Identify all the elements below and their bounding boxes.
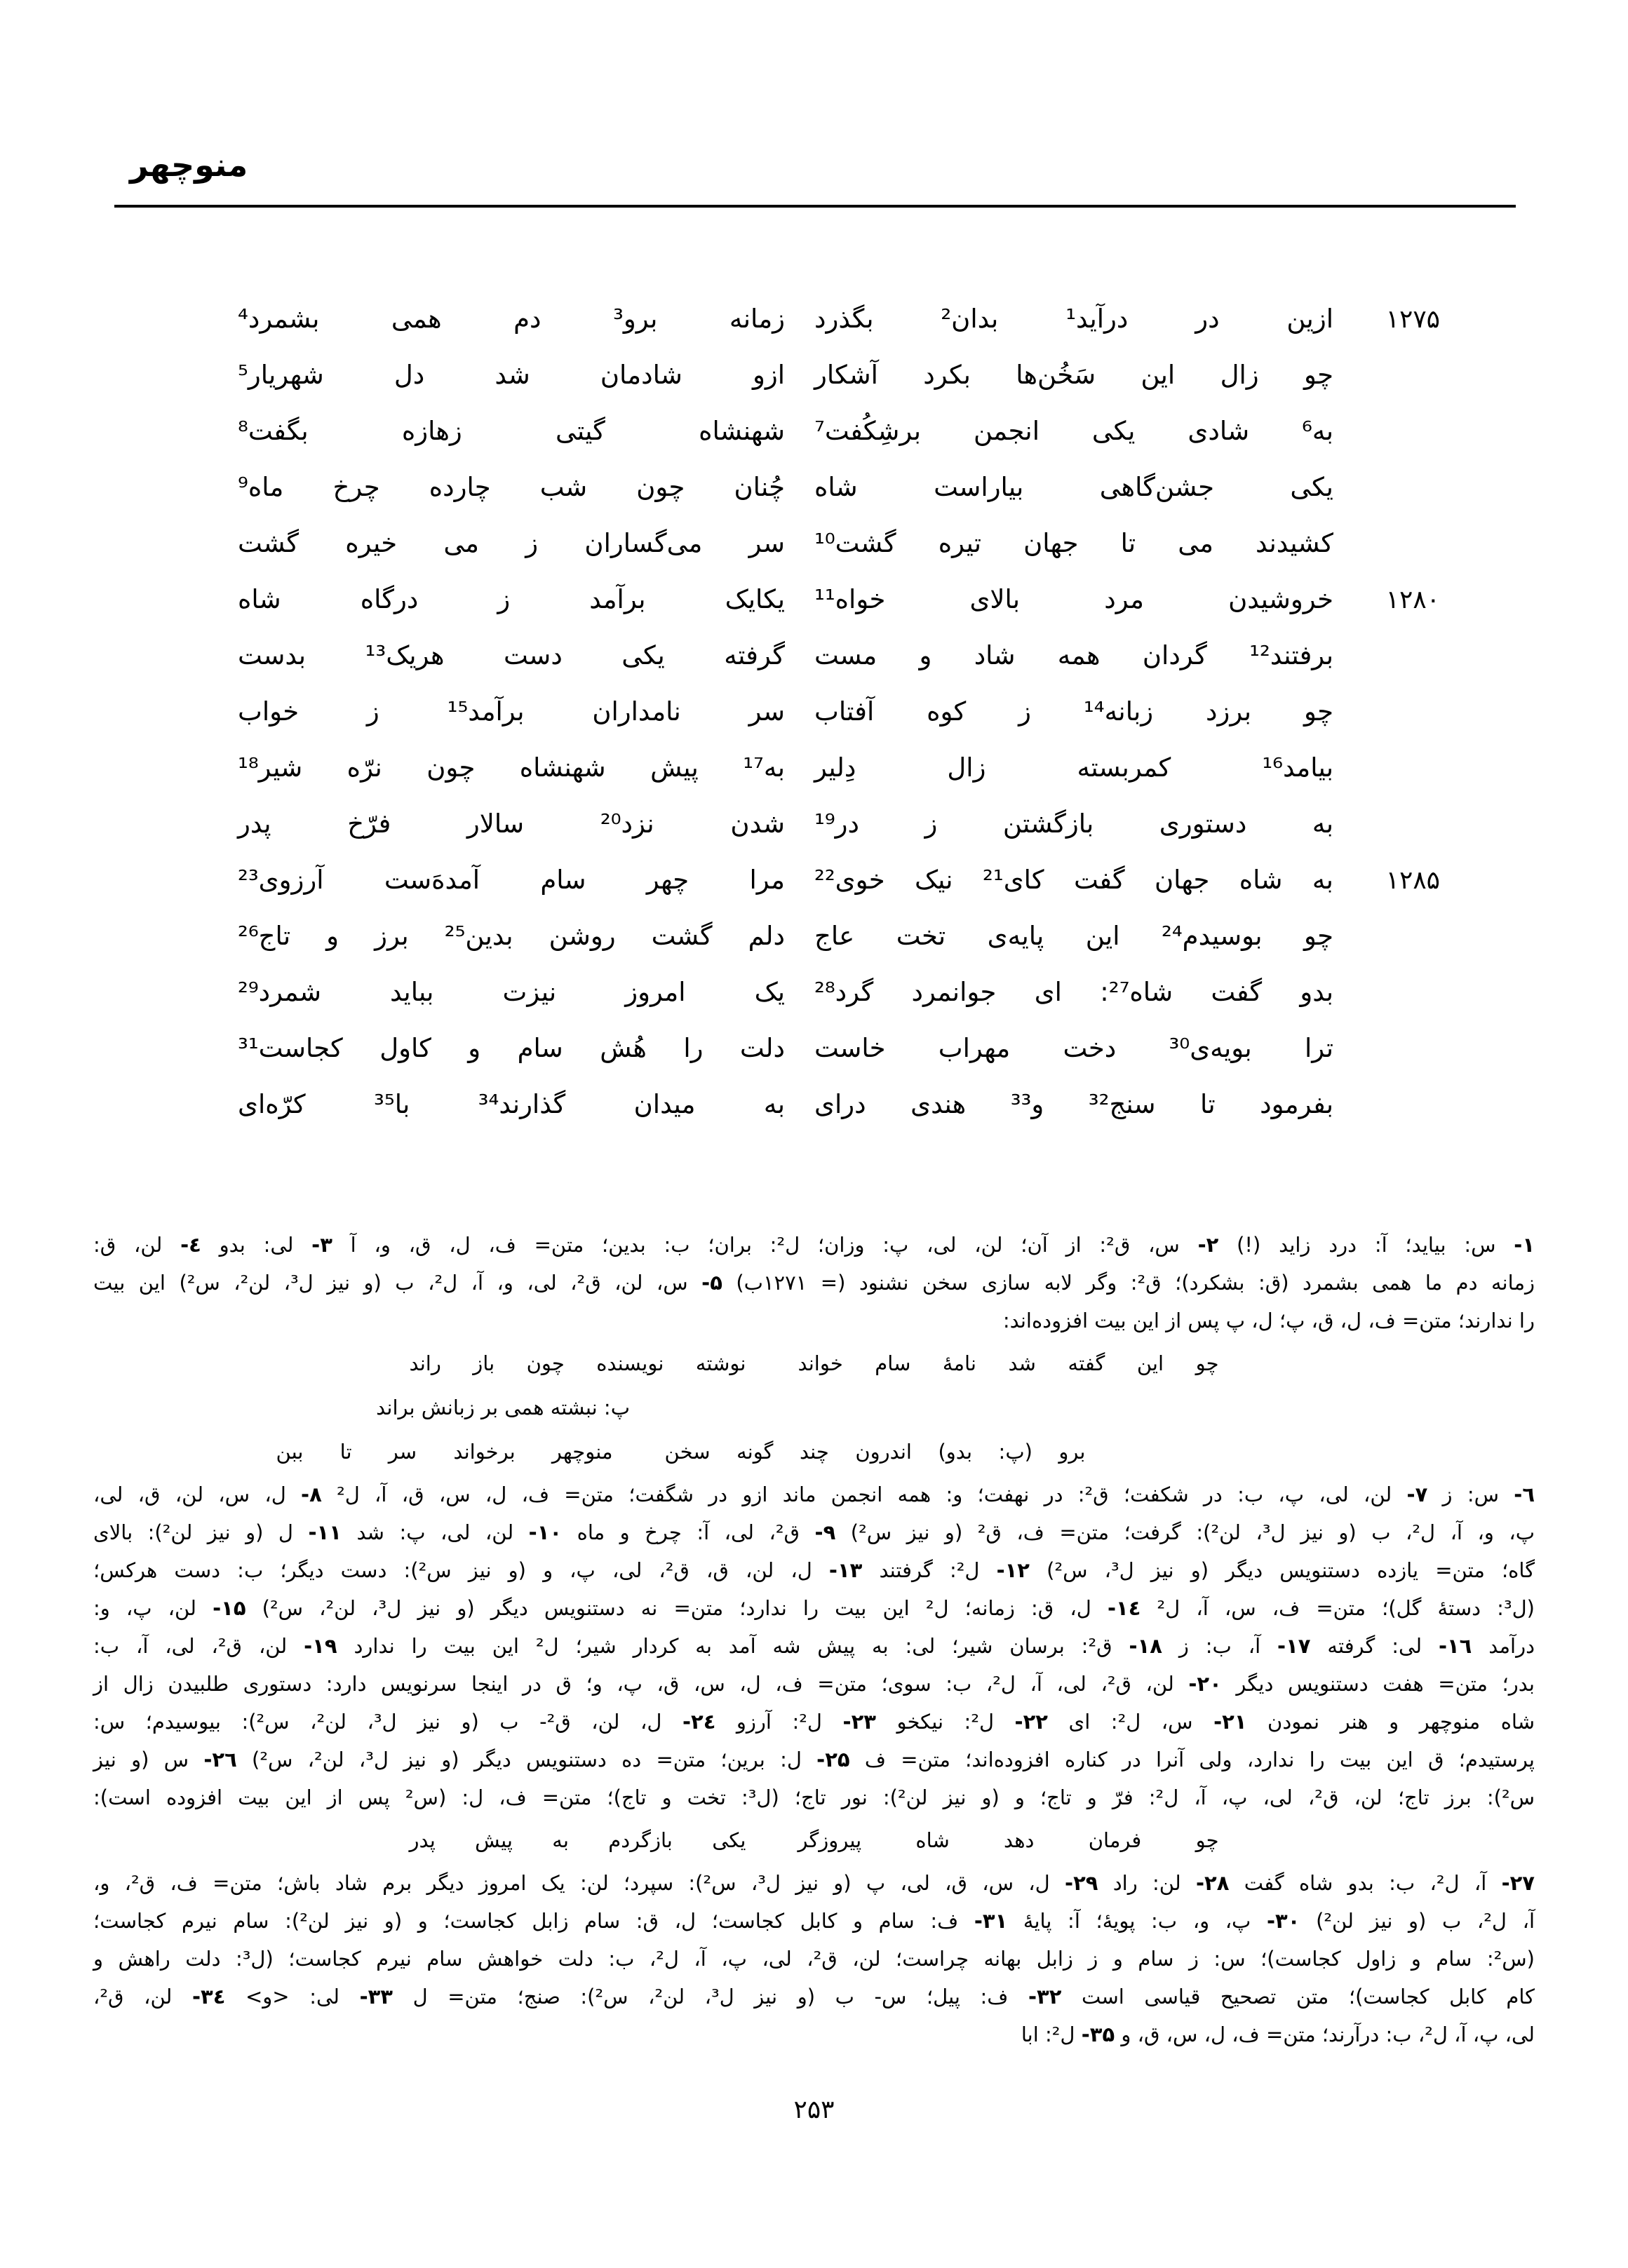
- verse-row: [236, 684, 1440, 740]
- hemistich-left: چُنان چون شب چارده چرخ ماه⁹: [238, 471, 785, 502]
- hemistich-right: برفتند¹² گردان همه شاد و مست: [814, 640, 1333, 670]
- hemistich-right: به شاه جهان گفت کای²¹ نیک خوی²²: [814, 864, 1333, 895]
- hemistich-right: چو برزد زبانه¹⁴ ز کوه آفتاب: [814, 696, 1333, 727]
- footnote-verse: [93, 1343, 1535, 1384]
- verse-row: [236, 796, 1440, 852]
- verse-row: [236, 964, 1440, 1020]
- verse-number: ۱۲۸۰: [1385, 585, 1440, 614]
- footnote-line: شاه منوچهر و هنر نمودن ۲۱- س، ل²: ای ۲۲- ل²: نیکخو ۲۳- ل²: آرزو ۲٤- ل، لن، ق²- ب (و نیز ل³، لن²، س²): بیوسیدم؛ س:: [93, 1710, 1535, 1734]
- footnote-ms-variant-line: پ: نبشته همی بر زبانش براند: [376, 1396, 630, 1419]
- footnote-verse-right: برو (پ: بدو) اندرون چند گونه سخن: [664, 1440, 1086, 1464]
- footnote-line: زمانه دم ما همی بشمرد (ق: بشکرد)؛ ق²: وگر لابه سازی سخن نشنود (= ۱۲۷۱ب) ۵- س، لن، ق²، لی، و، آ، ل²، ب (و نیز ل³، لن²، س²) این بیت: [93, 1271, 1535, 1295]
- verse-row: [236, 852, 1440, 908]
- footnote-line: لی، پ، آ، ل²، ب: درآرند؛ متن= ف، ل، س، ق، و ۳۵- ل²: ابا: [1021, 2023, 1535, 2046]
- footnote-verse-right: چو این گفته شد نامهٔ سام خواند: [798, 1351, 1219, 1375]
- hemistich-left: شهنشاه گیتی زهازه بگفت⁸: [238, 415, 785, 446]
- footnote-verse: [93, 1820, 1535, 1861]
- hemistich-right: بیامد¹⁶ کمربسته زال دِلیر: [814, 752, 1333, 783]
- footnote-line: بدر؛ متن= هفت دستنویس دیگر ۲۰- لن، ق²، لی، آ، ل²، ب: سوی؛ متن= ف، ل، س، ق، پ، و؛ ق در اینجا سرنویس دارد: دستوری طلبیدن زال از: [93, 1672, 1535, 1696]
- hemistich-right: چو بوسیدم²⁴ این پایه‌ی تخت عاج: [814, 920, 1334, 951]
- hemistich-right: به⁶ شادی یکی انجمن برشِکُفت⁷: [814, 415, 1333, 446]
- hemistich-left: گرفته یکی دست هریک¹³ بدست: [238, 640, 785, 670]
- hemistich-right: کشیدند می تا جهان تیره گشت¹⁰: [814, 527, 1333, 558]
- footnote-line: (س²: سام و زاول کجاست)؛ س: ز سام و ز زابل بهانه چراست؛ لن، ق²، لی، پ، آ، ل²، ب: دلت خواهش سام نیرم کجاست؛ (ل³: دلت راهش و: [93, 1947, 1535, 1971]
- verse-row: [236, 1076, 1440, 1133]
- hemistich-left: سر می‌گساران ز می خیره گشت: [238, 527, 785, 558]
- hemistich-right: ترا بویه‌ی³⁰ دخت مهراب خاست: [814, 1032, 1334, 1063]
- footnote-line: گاه؛ متن= یازده دستنویس دیگر (و نیز ل³، س²) ۱۲- ل²: گرفتند ۱۳- ل، لن، ق، ق²، لی، پ، و (و نیز س²): دست دیگر؛ ب: دست هرکس؛: [93, 1558, 1535, 1582]
- verse-row: [236, 628, 1440, 684]
- footnote-line: درآمد ۱٦- لی: گرفته ۱۷- آ، ب: ز ۱۸- ق²: برسان شیر؛ لی: به پیش شه آمد به کردار شیر؛ ل² این بیت را ندارد ۱۹- لن، ق²، لی، آ، ب:: [93, 1634, 1535, 1658]
- footnote-verse-left: یکی بازگردم به پیش پدر: [409, 1828, 746, 1852]
- hemistich-left: سر نامداران برآمد¹⁵ ز خواب: [238, 696, 785, 727]
- footnote-line: پ، و، آ، ل²، ب (و نیز ل³، لن²): گرفت؛ متن= ف، ق² (و نیز س²) ۹- ق²، لی، آ: چرخ و ماه ۱۰- لن، لی، پ: شد ۱۱- ل (و نیز لن²): بالای: [93, 1520, 1535, 1544]
- hemistich-left: به میدان گذارند³⁴ با³⁵ کرّه‌ای: [238, 1088, 785, 1119]
- footnote-line: آ، ل²، ب (و نیز لن²) ۳۰- پ، و، ب: پویهٔ؛ آ: پایهٔ ۳۱- ف: سام و کابل کجاست؛ ل، ق: سام زابل کجاست؛ و (و نیز لن²): سام نیرم کجاست؛: [93, 1909, 1535, 1933]
- verse-row: [236, 291, 1440, 347]
- verse-row: [236, 908, 1440, 964]
- hemistich-left: مرا چهر سام آمدهَ‌ست آرزوی²³: [238, 864, 785, 895]
- hemistich-left: ازو شادمان شد دل شهریار⁵: [238, 359, 785, 390]
- running-head: منوچهر: [130, 146, 248, 184]
- footnote-line: ۱- س: بیاید؛ آ: درد زاید (!) ۲- س، ق²: از آن؛ لن، لی، پ: وزان؛ ل²: بران؛ ب: بدین؛ متن= ف، ل، ق، و، آ ۳- لی: بدو ٤- لن، ق:: [93, 1233, 1535, 1257]
- verse-number: ۱۲۸۵: [1385, 865, 1440, 895]
- hemistich-left: زمانه برو³ دم همی بشمرد⁴: [238, 303, 785, 334]
- hemistich-right: یکی جشن‌گاهی بیاراست شاه: [814, 471, 1333, 502]
- footnote-line: ۲۷- آ، ل²، ب: بدو شاه گفت ۲۸- لن: راد ۲۹- ل، س، ق، لی، پ (و نیز ل³، س²): سپرد؛ لن: یک امروز دیگر برم شاد باش؛ متن= ف، ق²، و،: [93, 1871, 1535, 1895]
- verse-row: [236, 403, 1440, 459]
- hemistich-right: خروشیدن مرد بالای خواه¹¹: [814, 583, 1333, 614]
- footnote-line: ٦- س: ز ۷- لن، لی، پ، ب: در شکفت؛ ق²: در نهفت؛ و: همه انجمن ماند ازو در شگفت؛ متن= ف، ل، س، ق، آ، ل² ۸- ل، س، لن، ق، لی،: [93, 1483, 1535, 1506]
- hemistich-right: بدو گفت شاه²⁷: ای جوانمرد گرد²⁸: [814, 976, 1334, 1007]
- footnote-line: را ندارند؛ متن= ف، ل، ق، پ؛ ل، پ پس از این بیت افزوده‌اند:: [1002, 1309, 1535, 1332]
- hemistich-left: دلم گشت روشن بدین²⁵ برز و تاج²⁶: [238, 920, 786, 951]
- verse-row: [236, 459, 1440, 515]
- hemistich-left: یک امروز نیزت بباید شمرد²⁹: [238, 976, 785, 1007]
- footnote-line: کام کابل کجاست)؛ متن تصحیح قیاسی است ۳۲- ف: پیل؛ س- ب (و نیز ل³، لن²، س²): صنج؛ متن= ل ۳۳- لی: <و> ۳٤- لن، ق²،: [93, 1985, 1535, 2009]
- page-number: ۲۵۳: [793, 2095, 835, 2124]
- footnote-line: س²): برز تاج؛ لن، ق²، لی، پ، آ، ل²: فرّ و تاج؛ و (و نیز لن²): نور تاج؛ (ل³: تخت و تاج)؛ متن= ف، ل: (س² پس از این بیت افزوده است):: [93, 1786, 1535, 1809]
- hemistich-left: به¹⁷ پیش شهنشاه چون نرّه شیر¹⁸: [238, 752, 785, 783]
- header-rule: [114, 205, 1516, 208]
- hemistich-left: یکایک برآمد ز درگاه شاه: [238, 583, 785, 614]
- hemistich-left: شدن نزد²⁰ سالار فرّخ پدر: [238, 808, 785, 839]
- footnotes-section: [93, 1226, 1535, 2053]
- poem-section: [236, 291, 1440, 1133]
- hemistich-left: دلت را هُش سام و کاول کجاست³¹: [238, 1032, 785, 1063]
- verse-row: [236, 1020, 1440, 1076]
- hemistich-right: چو زال این سَخُن‌ها بکرد آشکار: [814, 359, 1333, 390]
- verse-row: [236, 572, 1440, 628]
- hemistich-right: بفرمود تا سنج³² و³³ هندی درای: [814, 1088, 1333, 1119]
- verse-row: [236, 347, 1440, 403]
- footnote-verse: [0, 1431, 1401, 1472]
- verse-row: [236, 740, 1440, 796]
- footnote-line: پرستیدم؛ ق این بیت را ندارد، ولی آنرا در کناره افزوده‌اند؛ متن= ف ۲۵- ل: برین؛ متن= ده دستنویس دیگر (و نیز ل³، لن²، س²) ۲٦- س (و نیز: [93, 1748, 1535, 1771]
- footnote-verse-left: منوچهر برخواند سر تا ببن: [276, 1440, 613, 1464]
- footnote-line: (ل³: دستهٔ گل)؛ متن= ف، س، آ، ل² ۱٤- ل، ق: زمانه؛ ل² این بیت را ندارد؛ متن= نه دستنویس دیگر (و نیز ل³، لن²، س²) ۱۵- لن، پ، و:: [93, 1596, 1535, 1620]
- verse-row: [236, 515, 1440, 572]
- footnote-verse-right: چو فرمان دهد شاه پیروزگر: [798, 1828, 1219, 1852]
- footnote-verse-left: نوشته نویسنده چون باز راند: [409, 1351, 746, 1375]
- hemistich-right: به دستوری بازگشتن ز در¹⁹: [814, 808, 1333, 839]
- verse-number: ۱۲۷۵: [1385, 304, 1440, 334]
- hemistich-right: ازین در درآید¹ بدان² بگذرد: [814, 303, 1333, 334]
